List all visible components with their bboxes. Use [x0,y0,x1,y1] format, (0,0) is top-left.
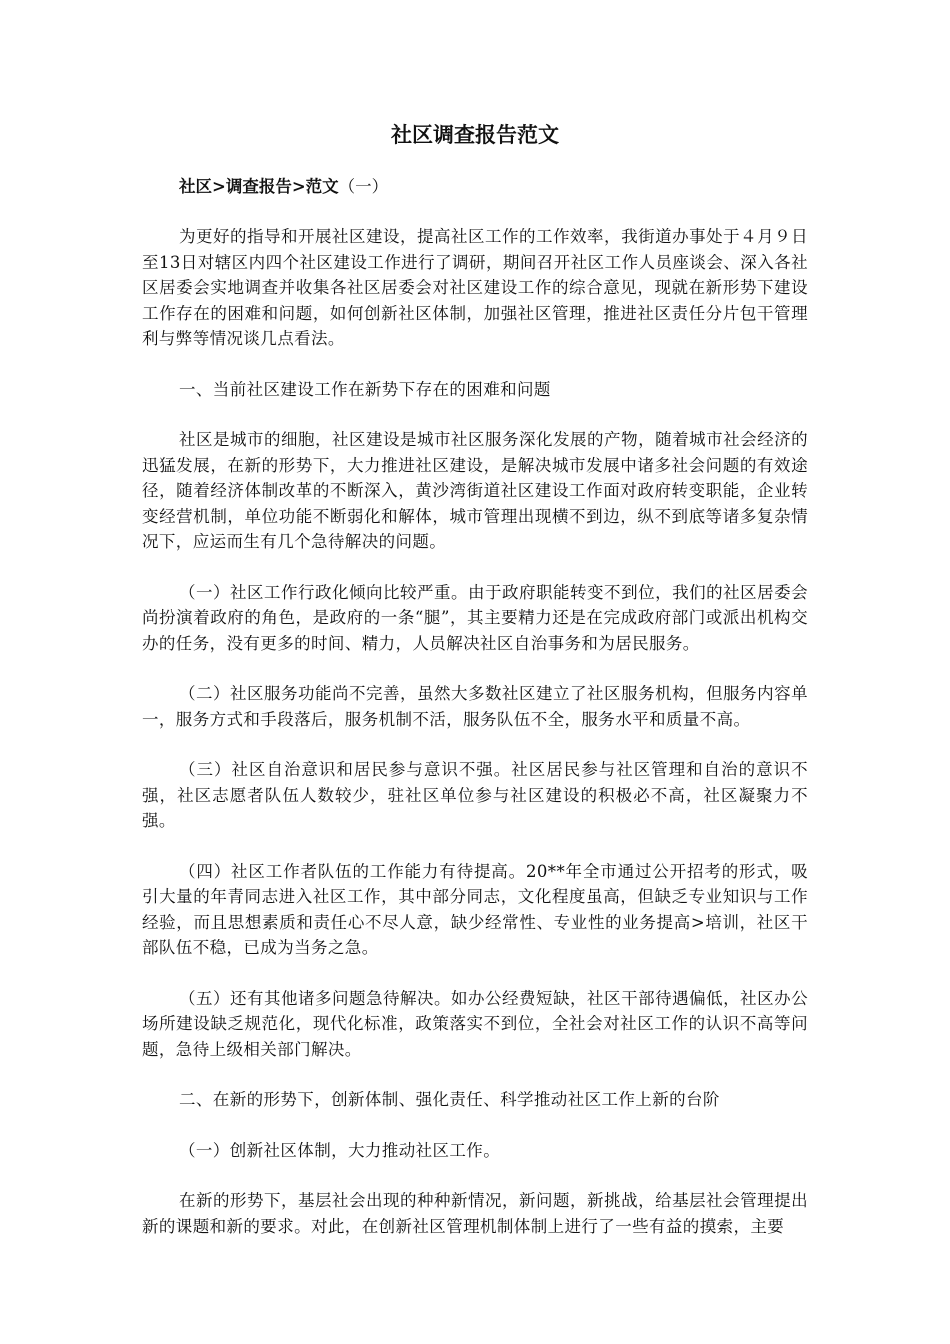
paragraph-issue-1: （一）社区工作行政化倾向比较严重。由于政府职能转变不到位，我们的社区居委会尚扮演着政府的角色，是政府的一条“腿”，其主要精力还是在完成政府部门或派出机构交办的任务，没有更多的时间、精力，人员解决社区自治事务和为居民服务。 [142,582,808,653]
subsection-heading-1: （一）创新社区体制，大力推动社区工作。 [179,1140,501,1160]
subtitle-breadcrumb: 社区>调查报告>范文 [179,177,339,196]
section-heading-1: 一、当前社区建设工作在新势下存在的困难和问题 [179,379,551,399]
subtitle-section-number: （一） [338,177,389,196]
paragraph-issue-2: （二）社区服务功能尚不完善，虽然大多数社区建立了社区服务机构，但服务内容单一，服务方式和手段落后，服务机制不活，服务队伍不全，服务水平和质量不高。 [142,684,808,729]
document-subtitle [142,174,808,200]
paragraph-issue-5: （五）还有其他诸多问题急待解决。如办公经费短缺，社区干部待遇偏低，社区办公场所建设缺乏规范化，现代化标准，政策落实不到位，全社会对社区工作的认识不高等问题，急待上级相关部门解决。 [142,988,808,1059]
document-page [142,118,808,1264]
paragraph-background: 社区是城市的细胞，社区建设是城市社区服务深化发展的产物，随着城市社会经济的迅猛发展，在新的形势下，大力推进社区建设，是解决城市发展中诸多社会问题的有效途径，随着经济体制改革的不断深入，黄沙湾街道社区建设工作面对政府转变职能，企业转变经营机制，单位功能不断弱化和解体，城市管理出现横不到边，纵不到底等诸多复杂情况下，应运而生有几个急待解决的问题。 [142,430,808,551]
paragraph-issue-3: （三）社区自治意识和居民参与意识不强。社区居民参与社区管理和自治的意识不强，社区志愿者队伍人数较少，驻社区单位参与社区建设的积极必不高，社区凝聚力不强。 [142,760,808,830]
paragraph-issue-4: （四）社区工作者队伍的工作能力有待提高。20**年全市通过公开招考的形式，吸引大量的年青同志进入社区工作，其中部分同志，文化程度虽高，但缺乏专业知识与工作经验，而且思想素质和责任心不尽人意，缺少经常性、专业性的业务提高>培训，社区干部队伍不稳，已成为当务之急。 [142,861,808,957]
document-title: 社区调查报告范文 [391,122,559,147]
section-heading-2: 二、在新的形势下，创新体制、强化责任、科学推动社区工作上新的台阶 [179,1090,720,1109]
paragraph-innovation: 在新的形势下，基层社会出现的种种新情况，新问题，新挑战，给基层社会管理提出新的课题和新的要求。对此，在创新社区管理机制体制上进行了一些有益的摸索，主要 [142,1191,808,1236]
paragraph-intro: 为更好的指导和开展社区建设，提高社区工作的工作效率，我街道办事处于４月９日至13日对辖区内四个社区建设工作进行了调研，期间召开社区工作人员座谈会、深入各社区居委会实地调查并收集各社区居委会对社区建设工作的综合意见，现就在新形势下建设工作存在的困难和问题，如何创新社区体制，加强社区管理，推进社区责任分片包干管理利与弊等情况谈几点看法。 [142,227,808,348]
